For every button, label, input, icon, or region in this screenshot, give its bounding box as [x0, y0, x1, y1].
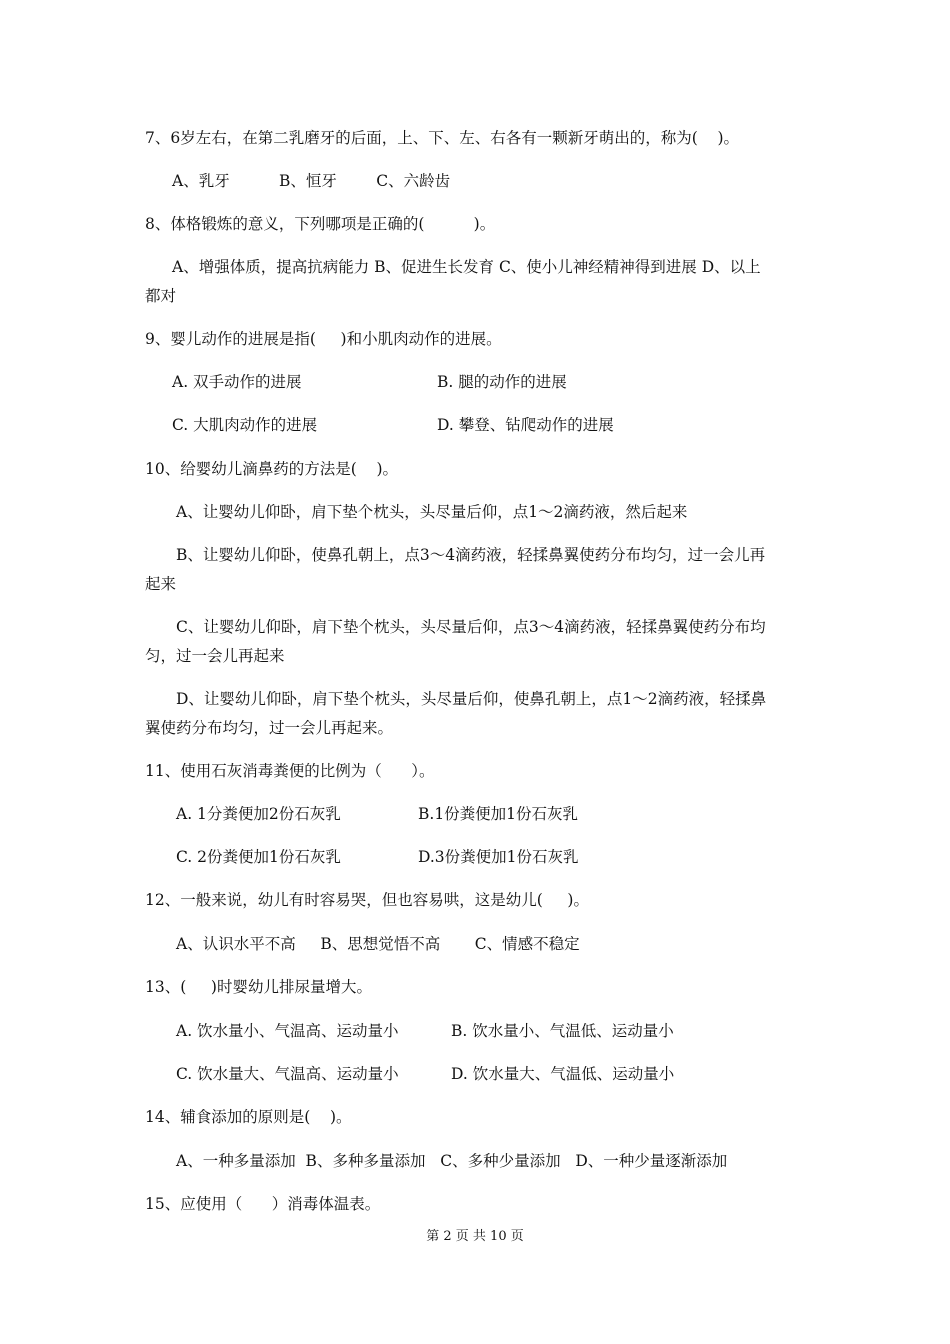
question-13-stem: 13、( )时婴幼儿排尿量增大。: [145, 978, 372, 996]
question-9-stem: 9、婴儿动作的进展是指( )和小肌肉动作的进展。: [145, 330, 502, 348]
question-10-option-b-cont: 起来: [145, 575, 177, 593]
question-9-option-d: D. 攀登、钻爬动作的进展: [437, 416, 614, 434]
question-7-stem: 7、6岁左右，在第二乳磨牙的后面，上、下、左、右各有一颗新牙萌出的，称为( )。: [145, 129, 740, 147]
question-8-options: A、增强体质，提高抗病能力 B、促进生长发育 C、使小儿神经精神得到进展 D、以上: [172, 258, 761, 276]
question-12-stem: 12、一般来说，幼儿有时容易哭，但也容易哄，这是幼儿( )。: [145, 891, 589, 909]
question-9-option-a: A. 双手动作的进展: [172, 373, 302, 391]
question-9-option-b: B. 腿的动作的进展: [437, 373, 567, 391]
question-10-option-d: D、让婴幼儿仰卧，肩下垫个枕头，头尽量后仰，使鼻孔朝上，点1～2滴药液，轻揉鼻: [176, 690, 767, 708]
question-11-option-c: C. 2份粪便加1份石灰乳: [176, 848, 341, 866]
question-10-option-a: A、让婴幼儿仰卧，肩下垫个枕头，头尽量后仰，点1～2滴药液，然后起来: [176, 503, 688, 521]
question-10-option-b: B、让婴幼儿仰卧，使鼻孔朝上，点3～4滴药液，轻揉鼻翼使药分布均匀，过一会儿再: [176, 546, 766, 564]
page-number-footer: 第 2 页 共 10 页: [426, 1229, 524, 1244]
question-11-option-a: A. 1分粪便加2份石灰乳: [176, 805, 341, 823]
question-10-option-c: C、让婴幼儿仰卧，肩下垫个枕头，头尽量后仰，点3～4滴药液，轻揉鼻翼使药分布均: [176, 618, 766, 636]
question-13-option-a: A. 饮水量小、气温高、运动量小: [176, 1022, 399, 1040]
question-12-options: A、认识水平不高 B、思想觉悟不高 C、情感不稳定: [176, 935, 580, 953]
question-8-options-cont: 都对: [145, 287, 177, 305]
question-9-option-c: C. 大肌肉动作的进展: [172, 416, 318, 434]
question-10-option-c-cont: 匀，过一会儿再起来: [145, 647, 285, 665]
question-7-options: A、乳牙 B、恒牙 C、六龄齿: [172, 172, 451, 190]
question-13-option-d: D. 饮水量大、气温低、运动量小: [451, 1065, 675, 1083]
question-11-option-d: D.3份粪便加1份石灰乳: [418, 848, 579, 866]
question-14-options: A、一种多量添加 B、多种多量添加 C、多种少量添加 D、一种少量逐渐添加: [176, 1152, 728, 1170]
question-8-stem: 8、体格锻炼的意义，下列哪项是正确的( )。: [145, 215, 496, 233]
question-14-stem: 14、辅食添加的原则是( )。: [145, 1108, 352, 1126]
question-11-stem: 11、使用石灰消毒粪便的比例为（ ）。: [145, 762, 435, 780]
question-13-option-c: C. 饮水量大、气温高、运动量小: [176, 1065, 399, 1083]
question-15-stem: 15、应使用（ ）消毒体温表。: [145, 1195, 381, 1213]
question-10-option-d-cont: 翼使药分布均匀，过一会儿再起来。: [145, 719, 394, 737]
question-13-option-b: B. 饮水量小、气温低、运动量小: [451, 1022, 674, 1040]
question-10-stem: 10、给婴幼儿滴鼻药的方法是( )。: [145, 460, 399, 478]
question-11-option-b: B.1份粪便加1份石灰乳: [418, 805, 579, 823]
